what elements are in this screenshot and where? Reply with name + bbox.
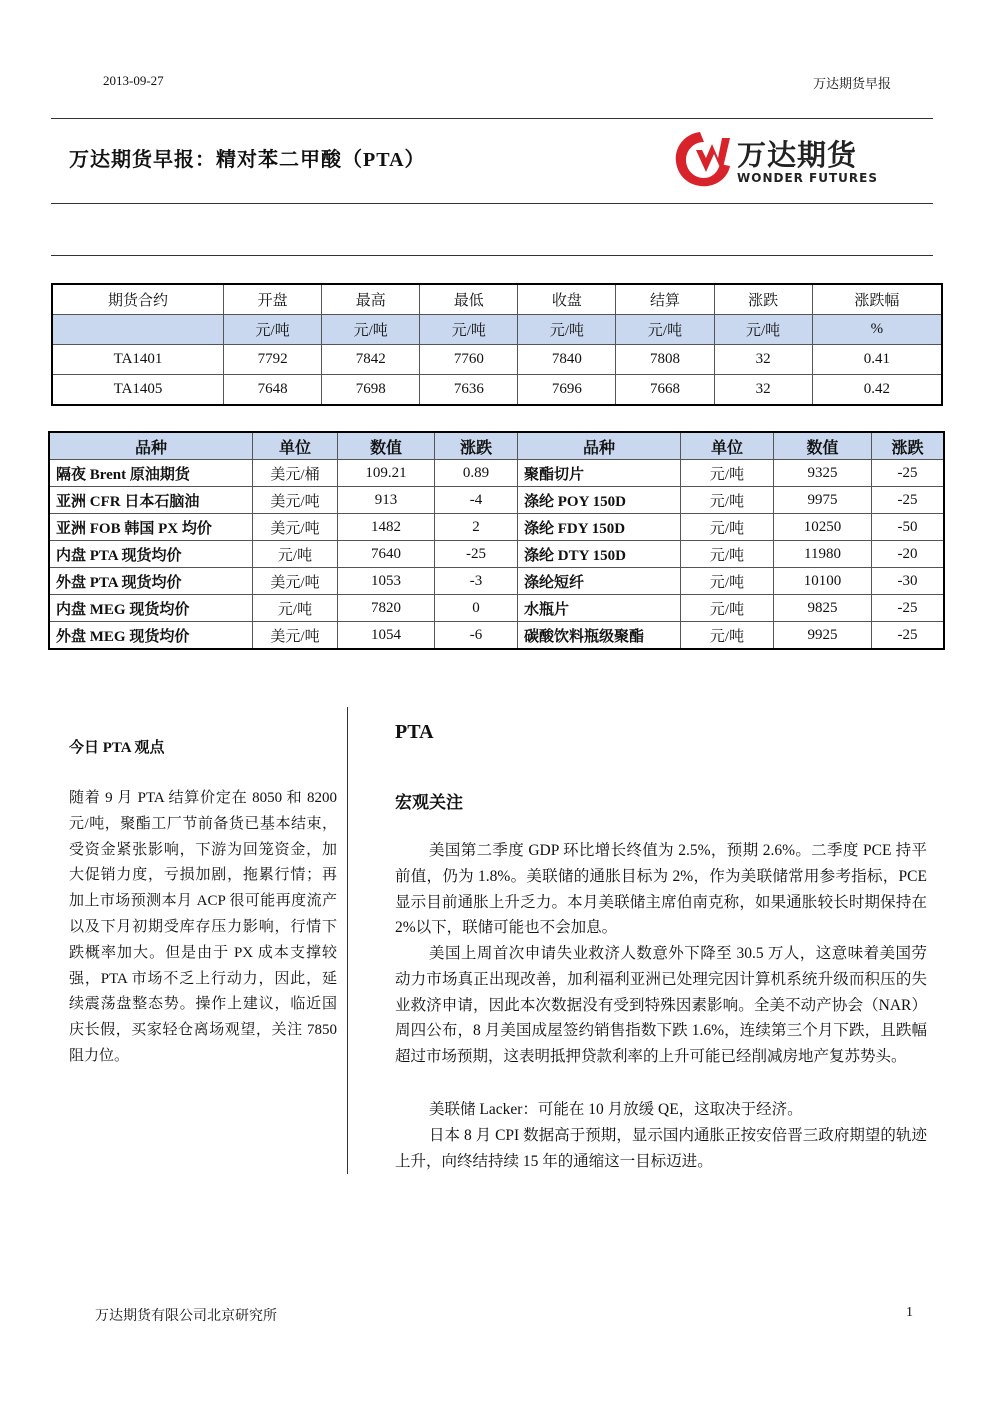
table-cell: 涤纶 FDY 150D [518,514,681,541]
table-cell: 32 [714,345,812,375]
table-header: 期货合约 [52,284,224,315]
table-row [49,541,944,568]
table-cell: 亚洲 FOB 韩国 PX 均价 [49,514,253,541]
table-header: 收盘 [518,284,616,315]
table-cell: 7760 [420,345,518,375]
page-title: 万达期货早报：精对苯二甲酸（PTA） [69,149,426,171]
table-cell: 913 [338,487,435,514]
table-cell: 0.42 [812,375,942,406]
spot-table [48,431,945,650]
table-row [49,514,944,541]
footer-org: 万达期货有限公司北京研究所 [95,1309,277,1324]
table-cell: 美元/吨 [253,622,338,650]
table-cell: -3 [435,568,518,595]
table-header: 最高 [322,284,420,315]
unit-cell: 元/吨 [518,315,616,345]
table-cell: 美元/桶 [253,460,338,487]
table-row [49,622,944,650]
table-header: 最低 [420,284,518,315]
table-cell: -20 [872,541,945,568]
table-cell: 内盘 PTA 现货均价 [49,541,253,568]
table-cell: 碳酸饮料瓶级聚酯 [518,622,681,650]
table-cell: -25 [435,541,518,568]
unit-cell: 元/吨 [420,315,518,345]
table-cell: 7640 [338,541,435,568]
unit-cell: % [812,315,942,345]
table-header: 涨跌 [435,432,518,460]
paragraph: 日本 8 月 CPI 数据高于预期，显示国内通胀正按安倍晋三政府期望的轨迹上升，向终结持续 15 年的通缩这一目标迈进。 [395,1127,927,1170]
table-cell: 元/吨 [681,595,774,622]
table-cell: 7840 [518,345,616,375]
table-cell: 10100 [774,568,872,595]
page-number: 1 [906,1305,913,1320]
column-divider [347,707,348,1174]
logo-cn-text: 万达期货 [737,138,858,172]
table-cell: 聚酯切片 [518,460,681,487]
table-cell: 元/吨 [681,541,774,568]
table-header: 涨跌 [714,284,812,315]
table-cell: 7808 [616,345,714,375]
table-cell: 9925 [774,622,872,650]
table-cell: 美元/吨 [253,487,338,514]
logo-en-text: WONDER FUTURES [737,171,879,185]
table-cell: 元/吨 [681,460,774,487]
table-cell: 元/吨 [681,514,774,541]
divider [51,203,933,204]
table-cell: -25 [872,487,945,514]
table-cell: 外盘 PTA 现货均价 [49,568,253,595]
table-cell: 7636 [420,375,518,406]
table-cell: 水瓶片 [518,595,681,622]
table-cell: 1482 [338,514,435,541]
divider [51,255,933,256]
table-cell: 外盘 MEG 现货均价 [49,622,253,650]
table-cell: 9325 [774,460,872,487]
table-header: 涨跌幅 [812,284,942,315]
futures-table [51,283,943,406]
paragraph: 美国第二季度 GDP 环比增长终值为 2.5%，预期 2.6%。二季度 PCE 持平前值，仍为 1.8%。美联储的通胀目标为 2%，作为美联储常用参考指标，PCE 显示目前通胀上升乏力。本月美联储主席伯南克称，如果通胀较长时期保持在 2%以下，联储可能也不会加息。 [395,842,927,937]
sidebar-text: 随着 9 月 PTA 结算价定在 8050 和 8200 元/吨，聚酯工厂节前备货已基本结束，受资金紧张影响，下游为回笼资金，加大促销力度，亏损加剧，拖累行情；再加上市场预测本月 ACP 很可能再度流产以及下月初期受库存压力影响，行情下跌概率加大。但是由于 PX 成本支撑较强，PTA 市场不乏上行动力，因此，延续震荡盘整态势。操作上建议，临近国庆长假，买家轻仓离场观望，关注 7850 阻力位。 [69,790,337,1064]
table-cell: -30 [872,568,945,595]
table-cell: -25 [872,460,945,487]
table-cell: 7668 [616,375,714,406]
table-cell: 元/吨 [681,568,774,595]
table-cell: 元/吨 [681,487,774,514]
unit-cell [52,315,224,345]
table-cell: 7792 [224,345,322,375]
table-cell: -25 [872,595,945,622]
table-cell: 元/吨 [253,595,338,622]
table-cell: 7698 [322,375,420,406]
table-cell: 1054 [338,622,435,650]
table-row [49,595,944,622]
table-cell: 0.41 [812,345,942,375]
paragraph: 美联储 Lacker：可能在 10 月放缓 QE，这取决于经济。 [429,1101,803,1118]
unit-cell: 元/吨 [224,315,322,345]
table-row [49,460,944,487]
table-cell: 美元/吨 [253,568,338,595]
table-cell: 32 [714,375,812,406]
table-row [49,568,944,595]
table-cell: 隔夜 Brent 原油期货 [49,460,253,487]
report-date: 2013-09-27 [103,73,164,88]
table-cell: -50 [872,514,945,541]
table-cell: 7820 [338,595,435,622]
unit-cell: 元/吨 [322,315,420,345]
table-cell: 0.89 [435,460,518,487]
table-cell: 1053 [338,568,435,595]
table-header-row [49,432,944,460]
table-cell: 7842 [322,345,420,375]
table-row [49,487,944,514]
table-cell: 9975 [774,487,872,514]
divider [51,118,933,119]
table-header: 品种 [518,432,681,460]
unit-row [52,315,942,345]
table-cell: 7648 [224,375,322,406]
table-header: 品种 [49,432,253,460]
table-cell: -25 [872,622,945,650]
sidebar-heading: 今日 PTA 观点 [69,740,165,756]
table-header: 涨跌 [872,432,945,460]
table-cell: 美元/吨 [253,514,338,541]
table-cell: -6 [435,622,518,650]
table-cell: 109.21 [338,460,435,487]
table-header: 开盘 [224,284,322,315]
table-cell: 10250 [774,514,872,541]
table-cell: TA1401 [52,345,224,375]
table-row [52,375,942,406]
section-heading: 宏观关注 [395,793,463,812]
table-header: 单位 [253,432,338,460]
table-header: 数值 [338,432,435,460]
table-cell: 涤纶 POY 150D [518,487,681,514]
table-cell: TA1405 [52,375,224,406]
table-row [52,345,942,375]
report-name: 万达期货早报 [813,76,892,91]
table-cell: 2 [435,514,518,541]
table-header: 数值 [774,432,872,460]
table-cell: 9825 [774,595,872,622]
table-cell: 11980 [774,541,872,568]
table-cell: 涤纶 DTY 150D [518,541,681,568]
table-cell: 0 [435,595,518,622]
paragraph: 美国上周首次申请失业救济人数意外下降至 30.5 万人，这意味着美国劳动力市场真正出现改善，加利福利亚洲已处理完因计算机系统升级而积压的失业救济申请，因此本次数据没有受到特殊因素影响。全美不动产协会（NAR）周四公布，8 月美国成屋签约销售指数下跌 1.6%，连续第三个月下跌，且跌幅超过市场预期，这表明抵押贷款利率的上升可能已经削减房地产复苏势头。 [395,945,927,1066]
table-cell: 7696 [518,375,616,406]
table-header: 单位 [681,432,774,460]
table-cell: 内盘 MEG 现货均价 [49,595,253,622]
unit-cell: 元/吨 [616,315,714,345]
table-header-row [52,284,942,315]
main-title: PTA [395,721,434,743]
table-cell: 元/吨 [253,541,338,568]
table-cell: 元/吨 [681,622,774,650]
table-cell: -4 [435,487,518,514]
unit-cell: 元/吨 [714,315,812,345]
table-header: 结算 [616,284,714,315]
table-cell: 涤纶短纤 [518,568,681,595]
table-cell: 亚洲 CFR 日本石脑油 [49,487,253,514]
